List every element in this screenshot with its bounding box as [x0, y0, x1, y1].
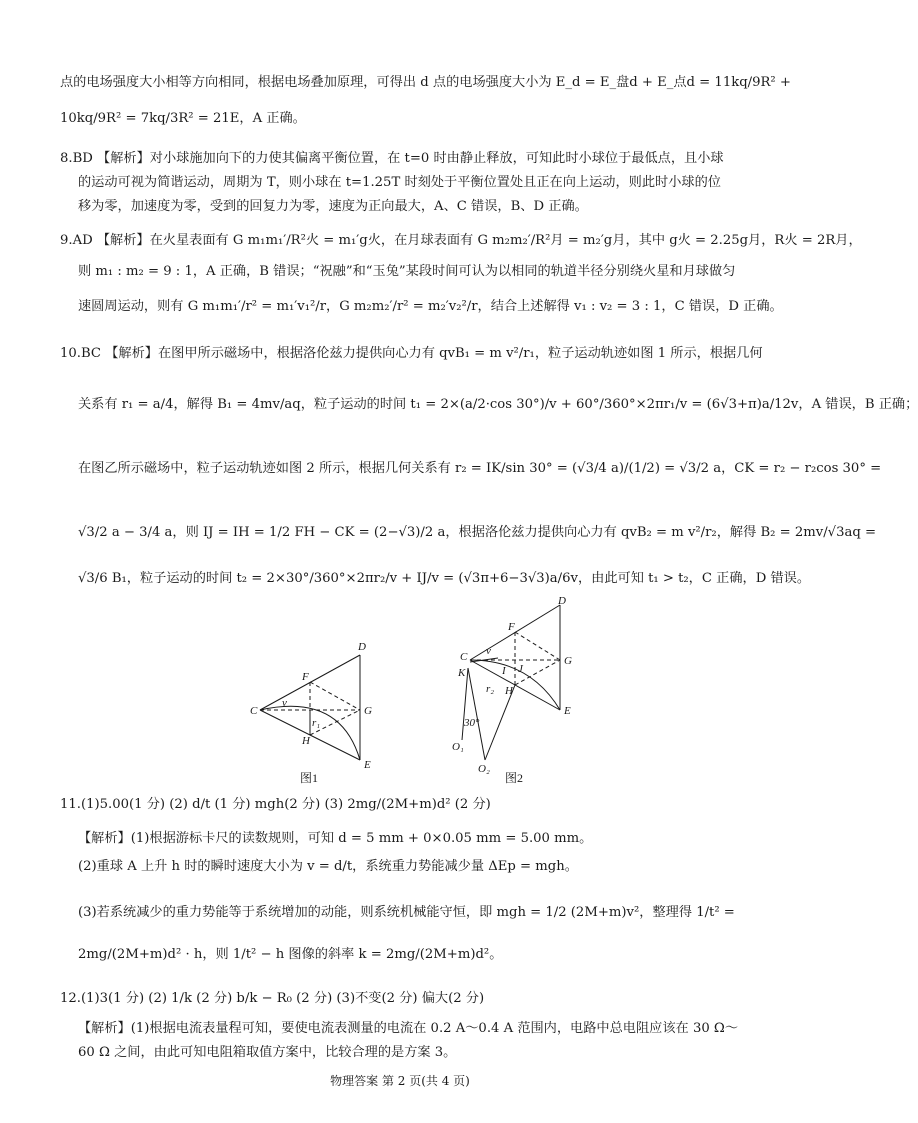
text-line: 点的电场强度大小相等方向相同，根据电场叠加原理，可得出 d 点的电场强度大小为 E_d = E_盘d + E_点d = 11kq/9R² + [60, 75, 791, 90]
geometry-figure [240, 595, 580, 785]
label-d1: D [358, 641, 366, 653]
figure1-caption: 图1 [300, 771, 319, 785]
text-line: √3/6 B₁，粒子运动的时间 t₂ = 2×30°/360°×2πr₂/v + IJ/v = (√3π+6−3√3)a/6v，由此可知 t₁ > t₂，C 正确，D 错误。 [78, 571, 811, 586]
label-j2: J [518, 663, 523, 675]
label-c1: C [250, 705, 258, 717]
text-line: 关系有 r₁ = a/4，解得 B₁ = 4mv/aq，粒子运动的时间 t₁ = 2×(a/2·cos 30°)/v + 60°/360°×2πr₁/v = (6√3+π)a/12v，A 错误，B 正确； [78, 397, 918, 412]
label-c2: C [460, 651, 468, 663]
label-d2: D [558, 595, 566, 607]
q10-line: 10.BC 【解析】在图甲所示磁场中，根据洛伦兹力提供向心力有 qvB₁ = m v²/r₁，粒子运动轨迹如图 1 所示，根据几何 [60, 346, 763, 361]
label-g1: G [364, 705, 372, 717]
label-e1: E [364, 759, 371, 771]
figure-area [240, 595, 580, 785]
q12-line: 12.(1)3(1 分) (2) 1/k (2 分) b/k − R₀ (2 分) (3)不变(2 分) 偏大(2 分) [60, 991, 485, 1006]
figure2-caption: 图2 [505, 771, 524, 785]
label-v2: v [486, 645, 491, 657]
label-angle: 30° [464, 717, 480, 729]
label-h2: H [505, 685, 513, 697]
label-o2: O₂ [478, 763, 490, 775]
q11-line: 11.(1)5.00(1 分) (2) d/t (1 分) mgh(2 分) (3) 2mg/(2M+m)d² (2 分) [60, 797, 491, 812]
text-line: 2mg/(2M+m)d² · h，则 1/t² − h 图像的斜率 k = 2mg/(2M+m)d²。 [78, 947, 503, 962]
label-i2: I [502, 665, 506, 677]
label-h1: H [302, 735, 310, 747]
text-line: 速圆周运动，则有 G m₁m₁′/r² = m₁′v₁²/r，G m₂m₂′/r² = m₂′v₂²/r，结合上述解得 v₁ : v₂ = 3 : 1，C 错误，D 正确。 [78, 299, 783, 314]
label-k2: K [458, 667, 466, 679]
label-f2: F [508, 621, 515, 633]
q8-line: 8.BD 【解析】对小球施加向下的力使其偏离平衡位置，在 t=0 时由静止释放，可知此时小球位于最低点，且小球 [60, 151, 724, 166]
text-line: √3/2 a − 3/4 a，则 IJ = IH = 1/2 FH − CK = (2−√3)/2 a，根据洛伦兹力提供向心力有 qvB₂ = m v²/r₂，解得 B₂ = 2mv/√3aq = [78, 525, 877, 540]
text-line: 的运动可视为简谐运动，周期为 T，则小球在 t=1.25T 时刻处于平衡位置处且正在向上运动，则此时小球的位 [78, 175, 721, 190]
text-line: 在图乙所示磁场中，粒子运动轨迹如图 2 所示，根据几何关系有 r₂ = IK/sin 30° = (√3/4 a)/(1/2) = √3/2 a，CK = r₂ − r₂cos 30° = [78, 461, 882, 476]
label-v1: v [282, 697, 287, 709]
text-line: 【解析】(1)根据电流表量程可知，要使电流表测量的电流在 0.2 A～0.4 A 范围内，电路中总电阻应该在 30 Ω～ [78, 1021, 739, 1036]
text-line: 移为零，加速度为零，受到的回复力为零，速度为正向最大，A、C 错误，B、D 正确。 [78, 199, 588, 214]
text-line: (3)若系统减少的重力势能等于系统增加的动能，则系统机械能守恒，即 mgh = 1/2 (2M+m)v²，整理得 1/t² = [78, 905, 735, 920]
text-line: 60 Ω 之间，由此可知电阻箱取值方案中，比较合理的是方案 3。 [78, 1045, 457, 1060]
label-f1: F [302, 671, 309, 683]
q9-line: 9.AD 【解析】在火星表面有 G m₁m₁′/R²火 = m₁′g火，在月球表面有 G m₂m₂′/R²月 = m₂′g月，其中 g火 = 2.25g月，R火 = 2R月， [60, 233, 862, 248]
label-g2: G [564, 655, 572, 667]
label-e2: E [564, 705, 571, 717]
label-o1: O₁ [452, 741, 464, 753]
text-line: 10kq/9R² = 7kq/3R² = 21E，A 正确。 [60, 111, 306, 126]
text-line: 【解析】(1)根据游标卡尺的读数规则，可知 d = 5 mm + 0×0.05 mm = 5.00 mm。 [78, 831, 593, 846]
page-footer: 物理答案 第 2 页(共 4 页) [330, 1074, 470, 1088]
label-r2: r₂ [486, 683, 495, 695]
text-line: 则 m₁ : m₂ = 9 : 1，A 正确，B 错误；“祝融”和“玉兔”某段时间可认为以相同的轨道半径分别绕火星和月球做匀 [78, 264, 736, 279]
label-r1: r₁ [312, 717, 321, 729]
text-line: (2)重球 A 上升 h 时的瞬时速度大小为 v = d/t，系统重力势能减少量 ΔEp = mgh。 [78, 859, 578, 874]
